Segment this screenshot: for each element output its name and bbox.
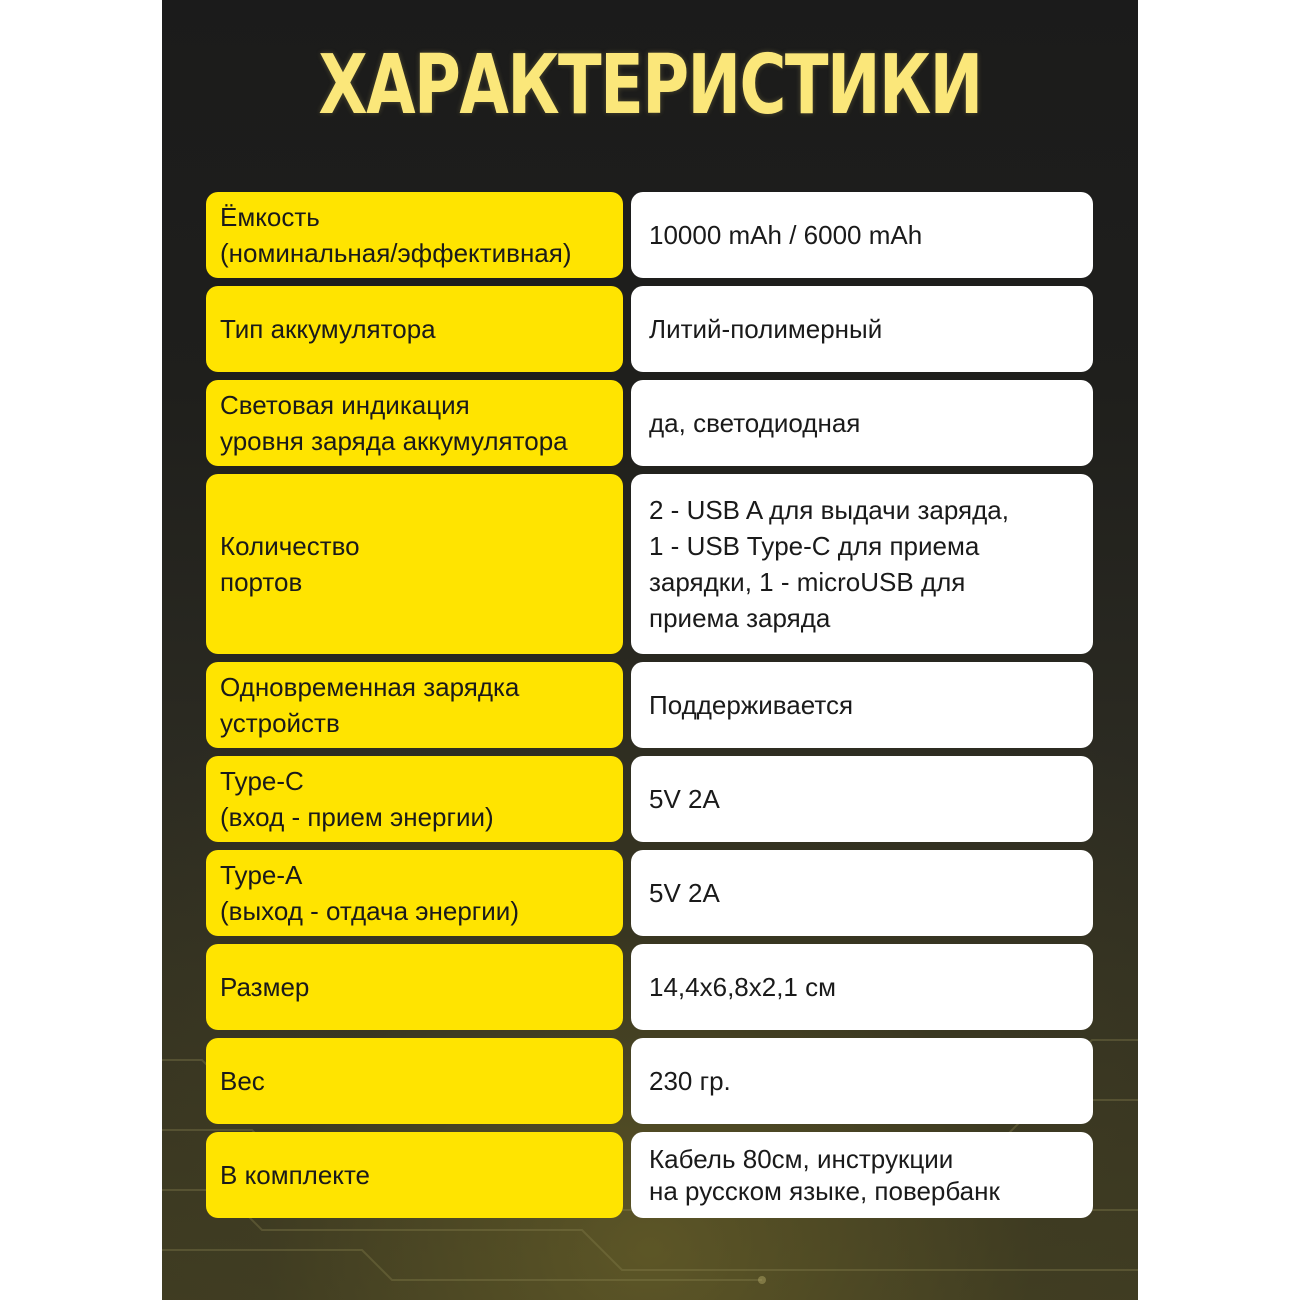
spec-label: Вес <box>206 1038 623 1124</box>
spec-label: Type-C (вход - прием энергии) <box>206 756 623 842</box>
spec-value: Литий-полимерный <box>631 286 1093 372</box>
spec-value: Кабель 80см, инструкции на русском языке, повербанк <box>631 1132 1093 1218</box>
spec-poster <box>162 0 1138 1300</box>
spec-row-weight <box>206 1038 1093 1124</box>
spec-value: да, светодиодная <box>631 380 1093 466</box>
spec-value: 230 гр. <box>631 1038 1093 1124</box>
spec-value: Поддерживается <box>631 662 1093 748</box>
spec-label: Световая индикация уровня заряда аккумулятора <box>206 380 623 466</box>
spec-value: 10000 mAh / 6000 mAh <box>631 192 1093 278</box>
spec-value: 5V 2A <box>631 850 1093 936</box>
spec-value: 2 - USB A для выдачи заряда, 1 - USB Type-C для приема зарядки, 1 - microUSB для приема заряда <box>631 474 1093 654</box>
spec-label: Тип аккумулятора <box>206 286 623 372</box>
spec-table <box>206 192 1093 1226</box>
spec-label: В комплекте <box>206 1132 623 1218</box>
spec-row-indication <box>206 380 1093 466</box>
page-title: ХАРАКТЕРИСТИКИ <box>318 38 982 133</box>
spec-row-battery-type <box>206 286 1093 372</box>
spec-row-package <box>206 1132 1093 1218</box>
spec-row-ports <box>206 474 1093 654</box>
spec-label: Количество портов <box>206 474 623 654</box>
spec-row-capacity <box>206 192 1093 278</box>
spec-row-simultaneous-charging <box>206 662 1093 748</box>
spec-value: 14,4х6,8х2,1 см <box>631 944 1093 1030</box>
spec-row-size <box>206 944 1093 1030</box>
spec-label: Ёмкость (номинальная/эффективная) <box>206 192 623 278</box>
spec-row-type-c <box>206 756 1093 842</box>
spec-row-type-a <box>206 850 1093 936</box>
spec-label: Размер <box>206 944 623 1030</box>
spec-label: Type-A (выход - отдача энергии) <box>206 850 623 936</box>
spec-value: 5V 2A <box>631 756 1093 842</box>
spec-label: Одновременная зарядка устройств <box>206 662 623 748</box>
